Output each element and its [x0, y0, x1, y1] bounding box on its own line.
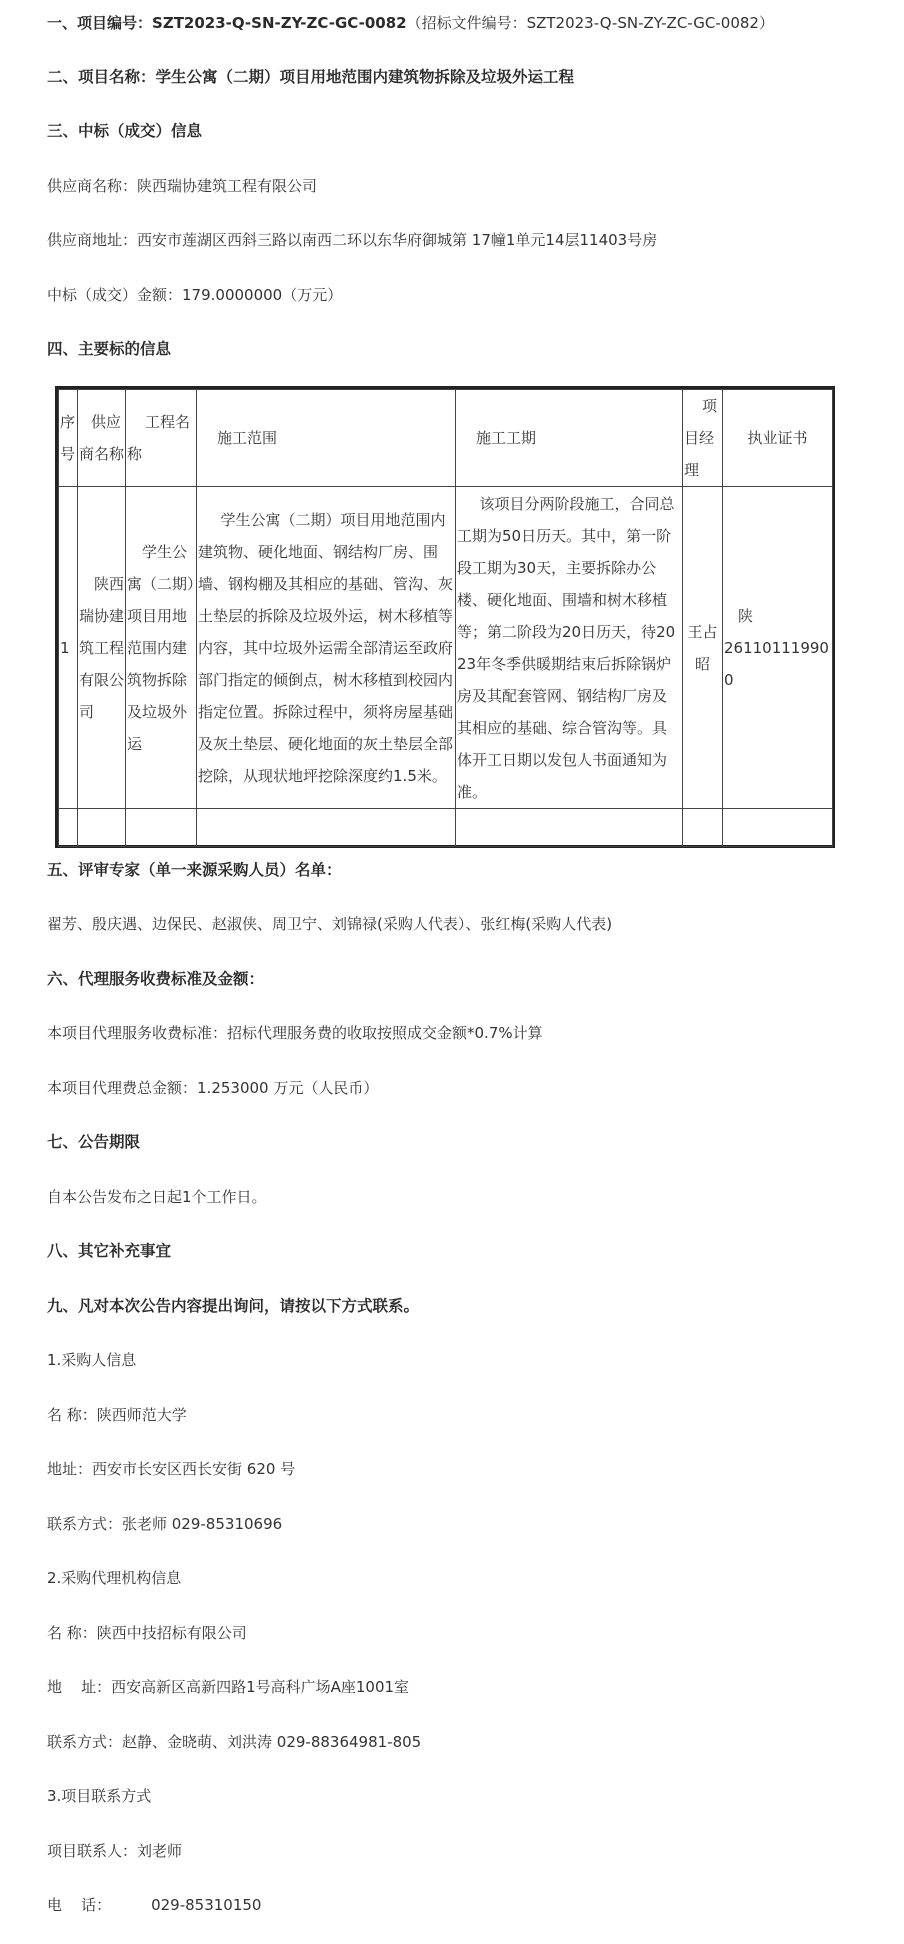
agent-address-label: 地 址： [47, 1678, 112, 1696]
project-contact-person: 项目联系人：刘老师 [47, 1842, 183, 1860]
header-no: 序号 [59, 390, 78, 487]
fee-standard: 本项目代理服务收费标准：招标代理服务费的收取按照成交金额*0.7%计算 [47, 1024, 543, 1042]
agent-address-value: 西安高新区高新四路1号高科广场A座1001室 [111, 1678, 410, 1696]
project-number-line [47, 12, 774, 34]
agent-heading: 2.采购代理机构信息 [47, 1569, 182, 1587]
empty-cell [197, 809, 456, 847]
header-project: 工程名称 [126, 390, 197, 487]
phone-label: 电 话： [47, 1896, 112, 1914]
license-prefix: 陕 [738, 606, 754, 625]
empty-cell [456, 809, 683, 847]
empty-cell [683, 809, 723, 847]
buyer-address: 地址：西安市长安区西长安街 620 号 [47, 1460, 296, 1478]
fee-total: 本项目代理费总金额：1.253000 万元（人民币） [47, 1079, 379, 1097]
contact-heading: 九、凡对本次公告内容提出询问，请按以下方式联系。 [47, 1297, 420, 1315]
project-number: SZT2023-Q-SN-ZY-ZC-GC-0082 [152, 14, 407, 32]
cell-manager: 王占昭 [683, 487, 723, 809]
cell-period [456, 487, 683, 809]
header-scope: 施工范围 [197, 390, 456, 487]
agent-name: 名 称：陕西中技招标有限公司 [47, 1624, 247, 1642]
subject-table [55, 386, 835, 848]
supplementary-heading: 八、其它补充事宜 [47, 1242, 172, 1260]
cell-no: 1 [59, 487, 78, 809]
main-subject-heading: 四、主要标的信息 [47, 340, 172, 358]
empty-cell [723, 809, 833, 847]
empty-cell [59, 809, 78, 847]
supplier-address: 供应商地址：西安市莲湖区西斜三路以南西二环以东华府御城第 17幢1单元14层11403号房 [47, 231, 658, 249]
project-phone [47, 1894, 261, 1916]
header-supplier: 供应商名称 [78, 390, 126, 487]
agent-address [47, 1676, 409, 1698]
buyer-name: 名 称：陕西师范大学 [47, 1406, 187, 1424]
buyer-contact: 联系方式：张老师 029-85310696 [47, 1515, 283, 1533]
header-manager: 项目经理 [683, 390, 723, 487]
phone-number: 029-85310150 [151, 1896, 262, 1914]
project-number-label: 一、项目编号： [47, 14, 153, 32]
table-row [59, 487, 833, 809]
cell-project: 学生公寓（二期）项目用地范围内建筑物拆除及垃圾外运 [126, 487, 197, 809]
cell-supplier: 陕西瑞协建筑工程有限公司 [78, 487, 126, 809]
cell-scope [197, 487, 456, 809]
experts-list: 翟芳、殷庆遇、边保民、赵淑侠、周卫宁、刘锦禄(采购人代表）、张红梅(采购人代表) [47, 915, 613, 933]
fee-heading: 六、代理服务收费标准及金额： [47, 970, 265, 988]
cell-scope-text: 学生公寓（二期）项目用地范围内建筑物、硬化地面、钢结构厂房、围墙、钢构棚及其相应的基础、管沟、灰土垫层的拆除及垃圾外运，树木移植等内容，其中垃圾外运需全部清运至政府部门指定的倾倒点，树木移植到校园内指定位置。拆除过程中，须将房屋基础及灰土垫层、硬化地面的灰土垫层全部挖除，从现状地坪挖除深度约1.5米。 [198, 510, 454, 785]
experts-heading: 五、评审专家（单一来源采购人员）名单： [47, 861, 342, 879]
cell-license [723, 487, 833, 809]
table-header-row [59, 390, 833, 487]
header-license: 执业证书 [723, 390, 833, 487]
header-period: 施工工期 [456, 390, 683, 487]
license-number: 261101119900 [724, 638, 829, 689]
table-empty-row [59, 809, 833, 847]
tender-document-number: （招标文件编号：SZT2023-Q-SN-ZY-ZC-GC-0082） [406, 14, 774, 32]
notice-period-heading: 七、公告期限 [47, 1133, 141, 1151]
buyer-heading: 1.采购人信息 [47, 1351, 137, 1369]
cell-period-text: 该项目分两阶段施工，合同总工期为50日历天。其中，第一阶段工期为30天，主要拆除办公楼、硬化地面、围墙和树木移植等；第二阶段为20日历天，待2023年冬季供暖期结束后拆除锅炉房及其配套管网、钢结构厂房及其相应的基础、综合管沟等。具体开工日期以发包人书面通知为准。 [457, 494, 676, 801]
project-name-heading: 二、项目名称：学生公寓（二期）项目用地范围内建筑物拆除及垃圾外运工程 [47, 68, 575, 86]
notice-period: 自本公告发布之日起1个工作日。 [47, 1188, 267, 1206]
empty-cell [126, 809, 197, 847]
project-contact-heading: 3.项目联系方式 [47, 1787, 152, 1805]
bid-amount: 中标（成交）金额：179.0000000（万元） [47, 286, 343, 304]
agent-contact: 联系方式：赵静、金晓萌、刘洪涛 029-88364981-805 [47, 1733, 422, 1751]
empty-cell [78, 809, 126, 847]
award-info-heading: 三、中标（成交）信息 [47, 122, 203, 140]
supplier-name: 供应商名称：陕西瑞协建筑工程有限公司 [47, 177, 318, 195]
